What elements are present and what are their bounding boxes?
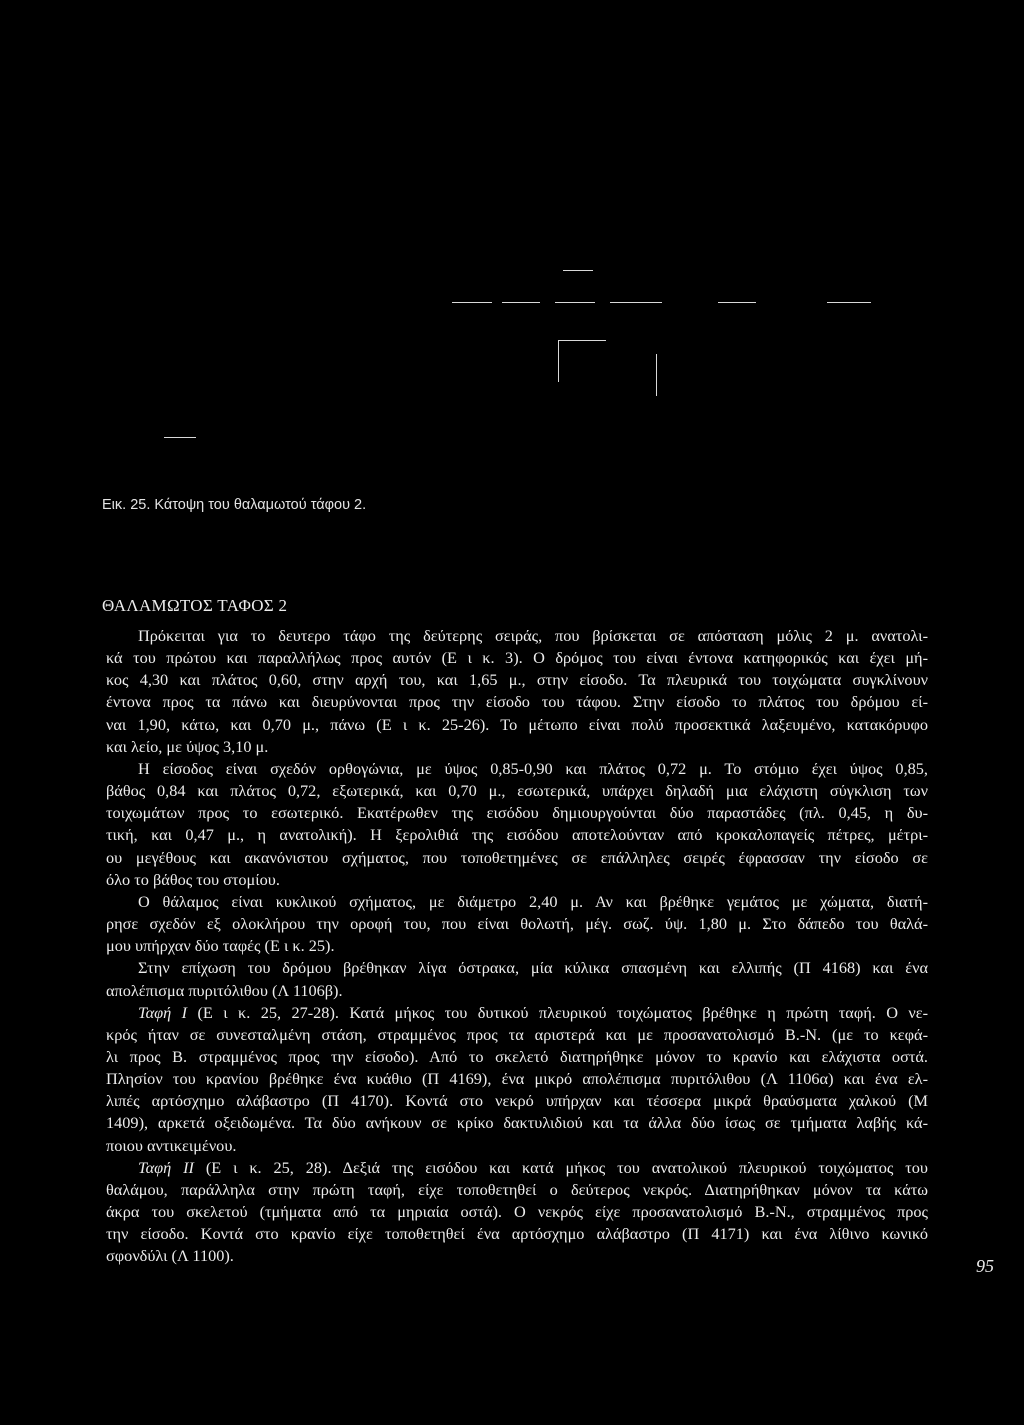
text-line: λιπές αρτόσχημο αλάβαστρο (Π 4170). Κοντά στο νεκρό υπήρχαν και τέσσερα μικρά θραύσματα χαλκού (Μ	[106, 1091, 928, 1111]
page-number: 95	[976, 1256, 994, 1276]
text-line: ρησε σχεδόν εξ ολοκλήρου την οροφή του, που είναι θολωτή, μέγ. σωζ. ύψ. 1,80 μ. Στο δάπεδο του θαλά-	[106, 914, 928, 934]
text-line: Ο θάλαμος είναι κυκλικού σχήματος, με διάμετρο 2,40 μ. Αν και βρέθηκε γεμάτος με χώματα, διατή-	[138, 891, 928, 911]
text-line: κος 4,30 και πλάτος 0,60, στην αρχή του, και 1,65 μ., στην είσοδο. Τα πλευρικά του τοιχώματα συγκλίνουν	[106, 670, 928, 690]
text-line: τική, και 0,47 μ., η ανατολική). Η ξερολιθιά της εισόδου αποτελούνταν από κροκαλοπαγείς πέτρες, μέτρι-	[106, 825, 928, 845]
text-line: και λείο, με ύψος 3,10 μ.	[106, 736, 269, 756]
text-line: μου υπήρχαν δύο ταφές (Ε ι κ. 25).	[106, 936, 335, 956]
text-line: Πλησίον του κρανίου βρέθηκε ένα κυάθιο (Π 4169), ένα μικρό απολέπισμα πυριτόλιθου (Λ 1106α) και ένα ελ-	[106, 1069, 928, 1089]
figure-caption: Εικ. 25. Κάτοψη του θαλαμωτού τάφου 2.	[102, 497, 367, 513]
text-line: άκρα του σκελετού (τμήματα από τα μηριαία οστά). Ο νεκρός είχε προσανατολισμό Β.-Ν., στραμμένος προς	[106, 1202, 928, 1222]
text-line: κρός ήταν σε συνεσταλμένη στάση, στραμμένος προς τα αριστερά και με προσανατολισμό Β.-Ν. (με το κεφά-	[106, 1024, 928, 1044]
text-line: βάθος 0,84 και πλάτος 0,72, εξωτερικά, και 0,70 μ., εσωτερικά, υπάρχει δηλαδή μια ελάχιστη σύγκλιση των	[106, 781, 928, 801]
text-line: σφονδύλι (Λ 1100).	[106, 1246, 234, 1266]
text-line: Ταφή Ι (Ε ι κ. 25, 27-28). Κατά μήκος του δυτικού πλευρικού τοιχώματος βρέθηκε η πρώτη ταφή. Ο νε-	[138, 1002, 928, 1022]
text-line: ναι 1,90, κάτω, και 0,70 μ., πάνω (Ε ι κ. 25-26). Το μέτωπο είναι πολύ προσεκτικά λαξευμένο, κατακόρυφο	[106, 714, 928, 734]
text-line: κά του πρώτου και παραλλήλως προς αυτόν (Ε ι κ. 3). Ο δρόμος του είναι έντονα κατηφορικός και έχει μή-	[106, 648, 928, 668]
text-line: ου μεγέθους και ακανόνιστου σχήματος, που τοποθετημένες σε επάλληλες σειρές έφρασσαν την είσοδο σε	[106, 847, 928, 867]
body-text	[106, 625, 928, 1268]
tomb-plan-figure	[100, 250, 940, 450]
text-line: Ταφή ΙΙ (Ε ι κ. 25, 28). Δεξιά της εισόδου και κατά μήκος του ανατολικού πλευρικού τοιχώματος του	[138, 1157, 928, 1177]
text-line: την είσοδο. Κοντά στο κρανίο είχε τοποθετηθεί ένα αρτόσχημο αλάβαστρο (Π 4171) και ένα λίθινο κωνικό	[106, 1224, 928, 1244]
text-line: Πρόκειται για το δευτερο τάφο της δεύτερης σειράς, που βρίσκεται σε απόσταση μόλις 2 μ. ανατολι-	[138, 626, 928, 645]
text-line: απολέπισμα πυριτόλιθου (Λ 1106β).	[106, 980, 343, 1000]
text-line: Στην επίχωση του δρόμου βρέθηκαν λίγα όστρακα, μία κύλικα σπασμένη και ελλιπής (Π 4168) και ένα	[138, 958, 928, 978]
text-line: Η είσοδος είναι σχεδόν ορθογώνια, με ύψος 0,85-0,90 και πλάτος 0,72 μ. Το στόμιο έχει ύψος 0,85,	[138, 758, 928, 778]
text-line: όλο το βάθος του στομίου.	[106, 869, 280, 889]
text-line: λι προς Β. στραμμένος προς την είσοδο). Από το σκελετό διατηρήθηκε μόνον το κρανίο και ελάχιστα οστά.	[106, 1046, 928, 1066]
text-line: τοιχωμάτων προς το εσωτερικό. Εκατέρωθεν της εισόδου δημιουργούνται δύο παραστάδες (πλ. 0,45, η δυ-	[106, 803, 928, 823]
text-line: έντονα προς τα πάνω και διευρύνονται προς την είσοδο του τάφου. Στην είσοδο το πλάτος του δρόμου εί-	[106, 692, 928, 712]
text-line: ποιου αντικειμένου.	[106, 1135, 237, 1155]
text-line: θαλάμου, παράλληλα στην πρώτη ταφή, είχε τοποθετηθεί ο δεύτερος νεκρός. Διατηρήθηκαν μόνον τα κάτω	[106, 1179, 928, 1199]
text-line: 1409), αρκετά οξειδωμένα. Τα δύο ανήκουν σε κρίκο δακτυλιδιού και τα άλλα δύο ίσως σε τμήματα λαβής κά-	[106, 1113, 928, 1133]
section-heading: ΘΑΛΑΜΩΤΟΣ ΤΑΦΟΣ 2	[102, 596, 288, 615]
